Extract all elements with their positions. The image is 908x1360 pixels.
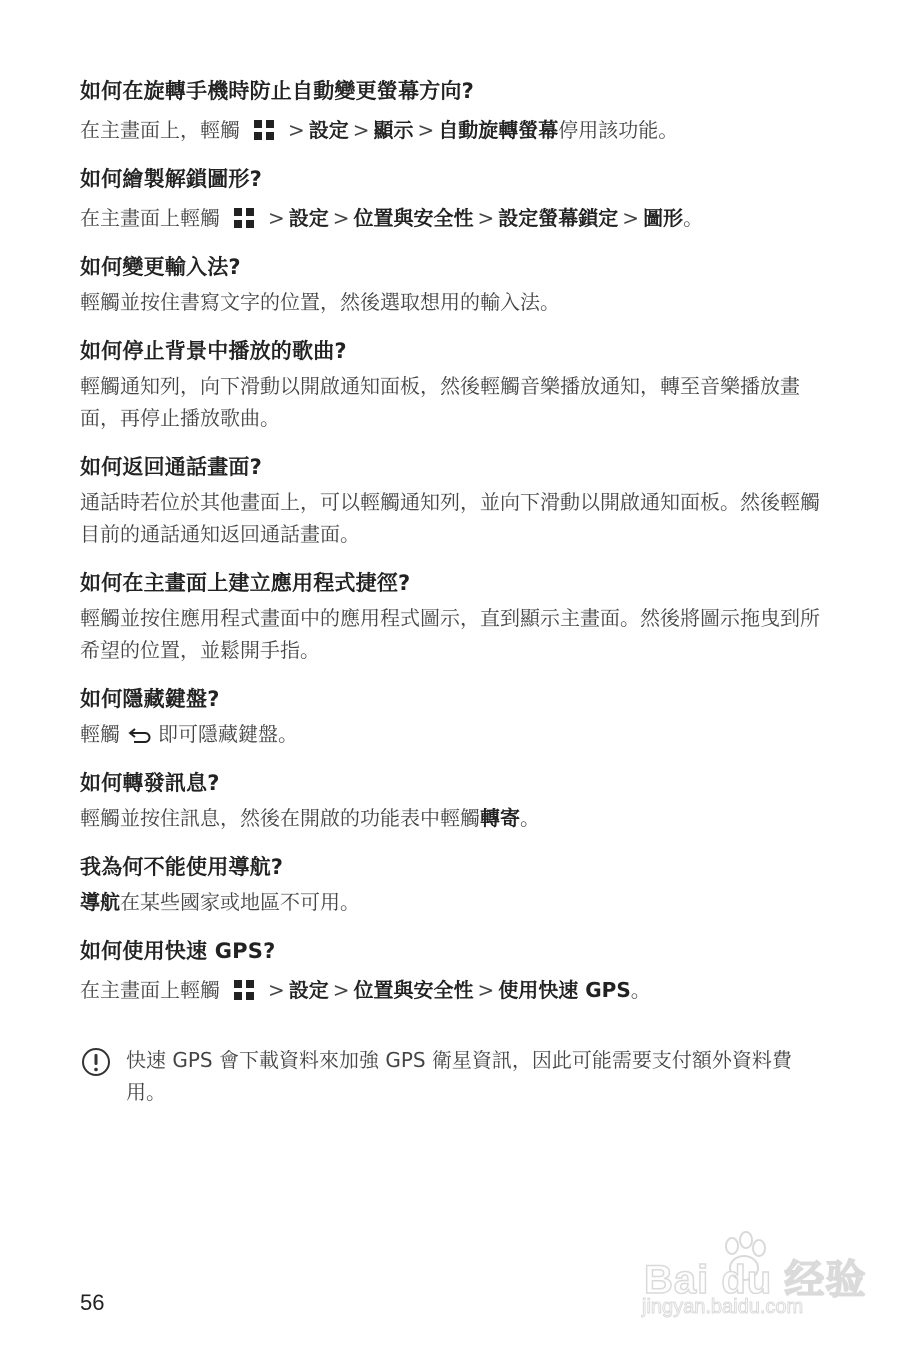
apps-grid-icon — [234, 208, 254, 228]
faq-item — [80, 768, 825, 834]
path-step: 設定 — [308, 118, 349, 142]
apps-grid-icon — [254, 120, 274, 140]
back-arrow-icon — [128, 726, 152, 744]
faq-answer: 輕觸並按住應用程式畫面中的應用程式圖示，直到顯示主畫面。然後將圖示拖曳到所希望的位置，並鬆開手指。 — [80, 606, 820, 662]
page-number: 56 — [80, 1290, 105, 1315]
faq-answer — [80, 974, 825, 1006]
faq-answer: 通話時若位於其他畫面上，可以輕觸通知列，並向下滑動以開啟通知面板。然後輕觸目前的通話通知返回通話畫面。 — [80, 490, 820, 546]
path-step: 設定螢幕鎖定 — [498, 206, 619, 230]
path-separator: > — [268, 978, 285, 1002]
faq-answer — [80, 114, 825, 146]
answer-text: 在主畫面上輕觸 — [80, 978, 220, 1002]
faq-list — [80, 76, 825, 1006]
apps-grid-icon — [234, 980, 254, 1000]
faq-item — [80, 684, 825, 750]
path-step: 設定 — [288, 206, 329, 230]
path-step: 位置與安全性 — [353, 978, 474, 1002]
faq-answer — [80, 886, 825, 918]
answer-text: 在主畫面上輕觸 — [80, 206, 220, 230]
faq-item — [80, 452, 825, 550]
path-step: 位置與安全性 — [353, 206, 474, 230]
faq-answer — [80, 718, 825, 750]
answer-bold: 導航 — [80, 890, 120, 914]
faq-item — [80, 164, 825, 234]
answer-text: 。 — [630, 978, 651, 1002]
path-step: 圖形 — [643, 206, 684, 230]
faq-question: 我為何不能使用導航? — [80, 855, 284, 879]
faq-item — [80, 936, 825, 1006]
answer-bold: 轉寄 — [480, 806, 520, 830]
faq-question: 如何繪製解鎖圖形? — [80, 167, 262, 191]
path-step: 顯示 — [373, 118, 414, 142]
faq-question: 如何隱藏鍵盤? — [80, 687, 220, 711]
note-block — [80, 1044, 825, 1108]
exclamation-icon — [80, 1046, 112, 1078]
path-separator: > — [622, 206, 640, 230]
faq-question: 如何停止背景中播放的歌曲? — [80, 339, 347, 363]
path-separator: > — [268, 206, 285, 230]
watermark — [640, 1230, 880, 1330]
path-step: 使用快速 GPS — [498, 978, 631, 1002]
answer-text: 在某些國家或地區不可用。 — [120, 890, 360, 914]
faq-question: 如何返回通話畫面? — [80, 455, 262, 479]
path-separator: > — [477, 206, 495, 230]
watermark-text: Bai du 经验 — [644, 1258, 867, 1302]
answer-text: 。 — [520, 806, 540, 830]
faq-question: 如何在旋轉手機時防止自動變更螢幕方向? — [80, 79, 474, 103]
answer-text: 停用該功能。 — [558, 118, 679, 142]
faq-item — [80, 568, 825, 666]
faq-item — [80, 76, 825, 146]
faq-answer: 輕觸並按住書寫文字的位置，然後選取想用的輸入法。 — [80, 290, 560, 314]
faq-answer: 輕觸通知列，向下滑動以開啟通知面板，然後輕觸音樂播放通知，轉至音樂播放畫面，再停止播放歌曲。 — [80, 374, 800, 430]
faq-question: 如何在主畫面上建立應用程式捷徑? — [80, 571, 411, 595]
faq-question: 如何使用快速 GPS? — [80, 939, 276, 963]
answer-text: 輕觸並按住訊息，然後在開啟的功能表中輕觸 — [80, 806, 480, 830]
note-text: 快速 GPS 會下載資料來加強 GPS 衛星資訊，因此可能需要支付額外資料費用。 — [126, 1048, 792, 1104]
path-step: 自動旋轉螢幕 — [438, 118, 559, 142]
answer-text: 在主畫面上，輕觸 — [80, 118, 240, 142]
faq-answer — [80, 802, 825, 834]
path-separator: > — [288, 118, 305, 142]
watermark-url: jingyan.baidu.com — [642, 1296, 804, 1318]
path-separator: > — [352, 118, 370, 142]
faq-answer — [80, 202, 825, 234]
answer-text: 即可隱藏鍵盤。 — [158, 722, 298, 746]
path-step: 設定 — [288, 978, 329, 1002]
path-separator: > — [417, 118, 435, 142]
faq-item — [80, 336, 825, 434]
faq-item — [80, 252, 825, 318]
path-separator: > — [477, 978, 495, 1002]
path-separator: > — [332, 978, 350, 1002]
faq-item — [80, 852, 825, 918]
answer-text: 輕觸 — [80, 722, 120, 746]
faq-question: 如何轉發訊息? — [80, 771, 220, 795]
faq-question: 如何變更輸入法? — [80, 255, 241, 279]
path-separator: > — [332, 206, 350, 230]
answer-text: 。 — [683, 206, 704, 230]
